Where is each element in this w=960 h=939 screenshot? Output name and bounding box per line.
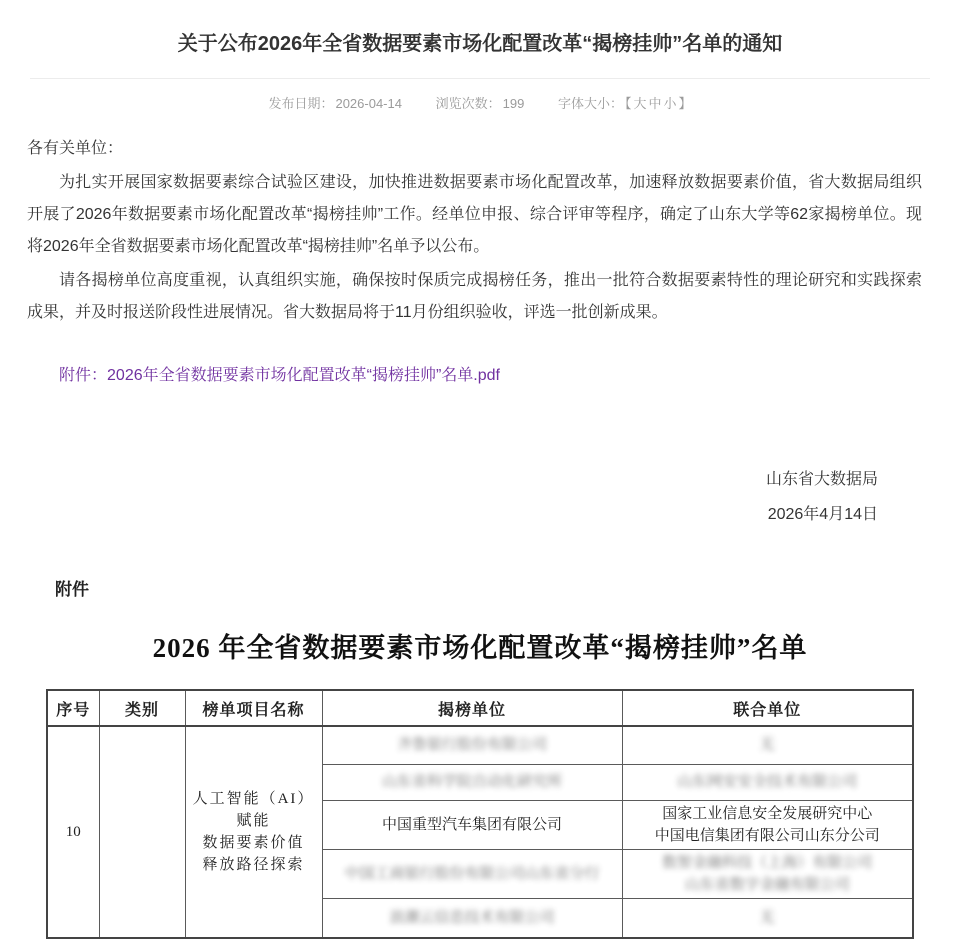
font-size-medium-button[interactable]: 中 (648, 96, 662, 111)
partner-line: 国家工业信息安全发展研究中心 (662, 805, 873, 822)
signature-date: 2026年4月14日 (767, 506, 878, 523)
title-divider (30, 78, 930, 79)
header-category: 类别 (99, 690, 185, 726)
appendix-label: 附件 (55, 580, 89, 599)
publish-date-label: 发布日期： (268, 96, 334, 111)
font-size-small-button[interactable]: 小 (663, 96, 677, 111)
font-size-large-button[interactable]: 大 (633, 96, 647, 111)
category-cell (99, 726, 185, 938)
font-size-label: 字体大小： (557, 96, 623, 111)
project-name-cell (185, 726, 322, 938)
signature-org: 山东省大数据局 (765, 471, 878, 488)
winner-unit-cell: 浪潮云信息技术有限公司 (322, 898, 622, 938)
article-body (0, 133, 960, 532)
partner-unit-cell (622, 849, 913, 898)
partner-unit-cell: 无 (622, 898, 913, 938)
bracket-close: 】 (678, 96, 692, 111)
partner-unit-cell: 无 (622, 726, 913, 764)
row-number-cell: 10 (47, 726, 99, 938)
project-line: 数据要素价值 (202, 835, 305, 851)
page-title: 关于公布2026年全省数据要素市场化配置改革“揭榜挂帅”名单的通知 (177, 33, 783, 55)
partner-line: 中国电信集团有限公司山东分公司 (654, 827, 880, 844)
appendix-table-title: 2026 年全省数据要素市场化配置改革“揭榜挂帅”名单 (152, 633, 808, 663)
attachment-label: 附件： (59, 367, 108, 384)
meta-bar (0, 93, 960, 112)
font-size-group (557, 93, 693, 112)
article-header (0, 0, 960, 112)
winner-unit-cell: 中国工商银行股份有限公司山东省分行 (322, 849, 622, 898)
views-group (435, 93, 526, 112)
attachment-line (27, 360, 922, 392)
header-project: 榜单项目名称 (185, 690, 322, 726)
attachment-pdf-link[interactable]: 2026年全省数据要素市场化配置改革“揭榜挂帅”名单.pdf (107, 367, 500, 384)
signature-block (27, 462, 922, 532)
body-paragraph-1: 为扎实开展国家数据要素综合试验区建设，加快推进数据要素市场化配置改革，加速释放数据要素价值，省大数据局组织开展了2026年数据要素市场化配置改革“揭榜挂帅”工作。经单位申报、综合评审等程序，确定了山东大学等62家揭榜单位。现将2026年全省数据要素市场化配置改革“揭榜挂帅”名单予以公布。 (27, 174, 922, 255)
project-line: 人工智能（AI）赋能 (192, 791, 315, 829)
views-label: 浏览次数： (435, 96, 501, 111)
publish-date-group (267, 93, 403, 112)
table-row (47, 726, 913, 764)
header-no: 序号 (47, 690, 99, 726)
project-line: 释放路径探索 (202, 857, 305, 873)
body-paragraph-2: 请各揭榜单位高度重视，认真组织实施，确保按时保质完成揭榜任务，推出一批符合数据要素特性的理论研究和实践探索成果，并及时报送阶段性进展情况。省大数据局将于11月份组织验收，评选一批创新成果。 (27, 272, 922, 321)
partner-unit-cell: 山东网安安全技术有限公司 (622, 764, 913, 800)
views-count: 199 (502, 96, 525, 111)
winner-unit-cell: 中国重型汽车集团有限公司 (322, 800, 622, 849)
bracket-open: 【 (624, 96, 632, 111)
salutation: 各有关单位： (27, 140, 124, 157)
winner-unit-cell: 山东省科学院自动化研究所 (322, 764, 622, 800)
partner-line: 山东省数字金融有限公司 (684, 876, 850, 893)
partner-unit-cell (622, 800, 913, 849)
roster-table (46, 689, 914, 939)
header-winner: 揭榜单位 (322, 690, 622, 726)
partner-line: 数智金融科技（上海）有限公司 (662, 854, 873, 871)
table-header-row (47, 690, 913, 726)
header-partner: 联合单位 (622, 690, 913, 726)
winner-unit-cell: 齐鲁银行股份有限公司 (322, 726, 622, 764)
publish-date-value: 2026-04-14 (335, 96, 402, 111)
